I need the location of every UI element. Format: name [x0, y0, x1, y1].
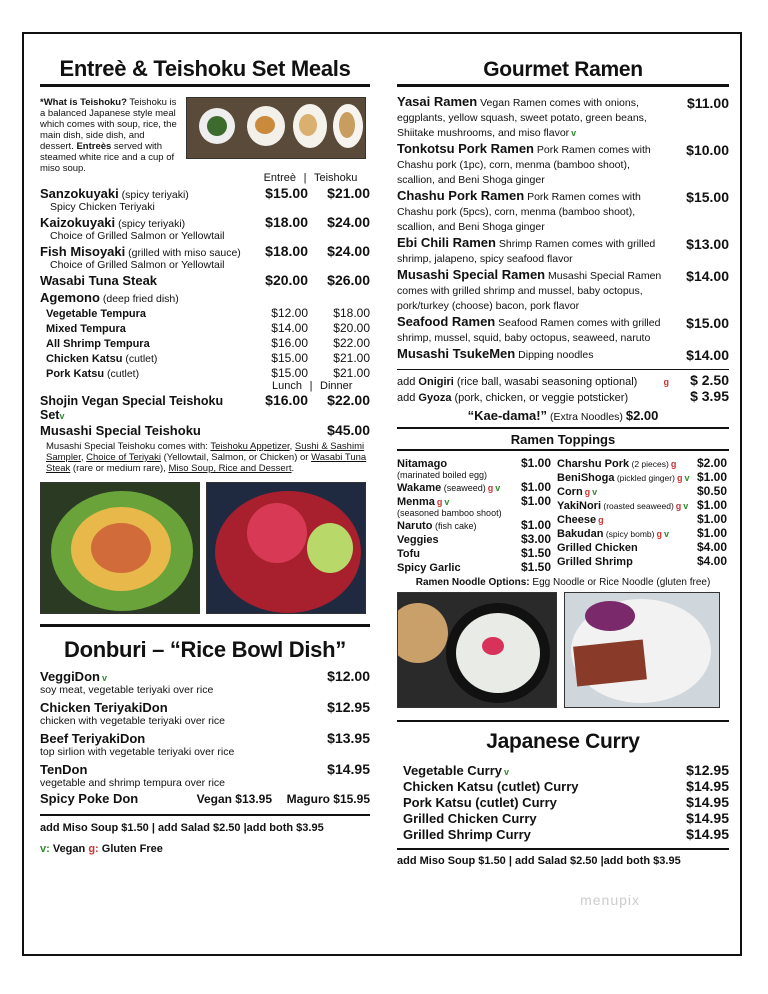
- item-price: $1.50: [520, 546, 551, 560]
- item-note: (spicy teriyaki): [115, 218, 186, 230]
- item-price: $12.95: [686, 762, 729, 778]
- item-price: $1.00: [520, 518, 551, 532]
- item-name: Naruto: [397, 520, 433, 532]
- item-name: Chicken TeriyakiDon: [40, 700, 168, 715]
- entree-price: $16.00: [271, 336, 308, 350]
- curry-item: [403, 762, 729, 778]
- vegan-tag: v: [592, 487, 598, 497]
- vegan-tag: v: [684, 473, 690, 483]
- item-name: YakiNori: [557, 500, 602, 512]
- salad-photo: [40, 482, 200, 614]
- item-name: Seafood Ramen: [397, 314, 496, 329]
- item-description: (marinated boiled egg): [397, 470, 488, 480]
- gluten-free-tag: g: [598, 515, 604, 525]
- item-note: (fish cake): [432, 521, 477, 531]
- gluten-free-tag: g: [436, 497, 443, 507]
- item-price: $14.00: [686, 347, 729, 363]
- topping-item: [557, 498, 727, 512]
- donburi-item: [40, 761, 370, 777]
- teishoku-intro: [40, 97, 370, 174]
- donburi-title: Donburi – “Rice Bowl Dish”: [40, 624, 370, 665]
- item-price: $1.00: [696, 498, 727, 512]
- item-price: $1.00: [696, 512, 727, 526]
- col-entree: Entreè: [263, 172, 296, 184]
- ramen-list: [397, 95, 729, 363]
- item-name: Vegetable Curry: [403, 763, 502, 778]
- item-price: $13.95: [327, 730, 370, 746]
- toppings-left: [397, 456, 557, 574]
- gyoza-row: add Gyoza (pork, chicken, or veggie potsticker) $ 3.95: [397, 388, 729, 404]
- vegan-tag: v: [444, 497, 450, 507]
- item-name: Grilled Chicken Curry: [403, 811, 537, 826]
- curry-item: [403, 810, 729, 826]
- item-price: $10.00: [686, 142, 729, 158]
- ramen-bowl-photo: [397, 592, 557, 708]
- item-name: BeniShoga: [557, 472, 615, 484]
- item-name: Chicken Katsu: [46, 353, 123, 365]
- vegan-tag: v: [663, 529, 669, 539]
- item-price: $0.50: [696, 484, 727, 498]
- curry-item: [403, 794, 729, 810]
- item-note: (cutlet): [104, 368, 140, 380]
- item-name: All Shrimp Tempura: [46, 338, 150, 350]
- item-name: Pork Katsu (cutlet) Curry: [403, 795, 557, 810]
- item-price: $1.00: [696, 470, 727, 484]
- vegan-tag: v: [495, 483, 501, 493]
- katsu-photo: [564, 592, 720, 708]
- entree-item: [40, 214, 370, 230]
- item-description: Pork Ramen comes with Chashu pork (1pc), corn, menma (bamboo shoot), scallion, and Beni Shoga ginger: [397, 144, 651, 186]
- topping-item: [557, 470, 727, 484]
- item-name: Corn: [557, 486, 583, 498]
- entree-title: Entreè & Teishoku Set Meals: [40, 56, 370, 87]
- item-name: Fish Misoyaki: [40, 244, 126, 259]
- entree-price: $14.00: [271, 321, 308, 335]
- vegan-tag: v: [571, 128, 577, 138]
- item-name: Spicy Garlic: [397, 562, 461, 574]
- item-price: $14.95: [686, 794, 729, 810]
- entree-item: [40, 272, 370, 288]
- toppings-right: [557, 456, 727, 574]
- topping-item: [557, 554, 727, 568]
- item-note: (cutlet): [122, 353, 158, 365]
- item-description: Dipping noodles: [515, 349, 594, 361]
- item-price: $1.00: [520, 494, 551, 508]
- onigiri-row: add Onigiri (rice ball, wasabi seasoning optional) g $ 2.50: [397, 372, 729, 388]
- entree-item: [40, 185, 370, 201]
- teishoku-price: $21.00: [327, 185, 370, 201]
- item-name: Grilled Chicken: [557, 542, 638, 554]
- donburi-list: [40, 668, 370, 789]
- topping-item: [557, 526, 727, 540]
- gluten-free-tag: g: [584, 487, 591, 497]
- item-description: Vegan Ramen comes with onions, eggplants, yellow squash, sweet potato, green beans, Shiitake mushrooms, and miso flavor: [397, 97, 647, 139]
- item-name: Chashu Pork Ramen: [397, 188, 525, 203]
- watermark: menupix: [580, 892, 640, 908]
- item-note: (grilled with miso sauce): [125, 247, 241, 259]
- entree-price: $15.00: [265, 185, 308, 201]
- teishoku-price: $24.00: [327, 243, 370, 259]
- topping-item: [397, 494, 551, 508]
- item-note: (roasted seaweed): [601, 501, 674, 511]
- item-name: Tofu: [397, 548, 421, 560]
- item-price: $15.00: [686, 315, 729, 331]
- entree-photos: [40, 482, 370, 618]
- musashi-row: Musashi Special Teishoku $45.00: [40, 422, 370, 438]
- item-price: $1.00: [520, 456, 551, 470]
- ramen-item: [397, 95, 729, 140]
- item-name: Chicken Katsu (cutlet) Curry: [403, 779, 579, 794]
- item-price: $12.00: [327, 668, 370, 684]
- entree-price: $15.00: [271, 351, 308, 365]
- item-price: $3.00: [520, 532, 551, 546]
- item-description: Musashi Special Ramen comes with grilled shrimp and mussel, baby octopus, pork/turkey (choose) bacon, pork flavor: [397, 270, 662, 312]
- ramen-item: [397, 347, 729, 363]
- item-name: TenDon: [40, 762, 88, 777]
- curry-list: [397, 762, 729, 842]
- donburi-addons: add Miso Soup $1.50 | add Salad $2.50 |add both $3.95: [40, 822, 324, 834]
- topping-item: [557, 484, 727, 498]
- item-price: $14.95: [686, 778, 729, 794]
- item-note: (pickled ginger): [614, 473, 675, 483]
- sashimi-photo: [206, 482, 366, 614]
- item-name: Sanzokuyaki: [40, 186, 119, 201]
- item-name: Menma: [397, 496, 435, 508]
- agemono-item: [40, 351, 370, 365]
- entree-price: $15.00: [271, 366, 308, 380]
- item-price: $1.50: [520, 560, 551, 574]
- ramen-item: [397, 268, 729, 313]
- entree-column-headers: Entreè | Teishoku: [40, 172, 370, 184]
- item-price: $14.00: [686, 268, 729, 284]
- teishoku-price: $21.00: [333, 366, 370, 380]
- topping-item: [397, 546, 551, 560]
- ramen-photos: [397, 592, 729, 714]
- item-name: Tonkotsu Pork Ramen: [397, 141, 535, 156]
- agemono-item: [40, 321, 370, 335]
- item-price: $1.00: [520, 480, 551, 494]
- item-price: $14.95: [686, 826, 729, 842]
- entree-price: $18.00: [265, 243, 308, 259]
- item-description: Pork Ramen comes with Chashu pork (5pcs), corn, menma (bamboo shoot), scallion, and Beni Shoga ginger: [397, 191, 641, 233]
- item-price: $15.00: [686, 189, 729, 205]
- topping-item: [557, 540, 727, 554]
- item-description: Choice of Grilled Salmon or Yellowtail: [50, 259, 225, 271]
- entree-list: [40, 185, 370, 288]
- entree-price: $20.00: [265, 272, 308, 288]
- item-name: Charshu Pork: [557, 458, 630, 470]
- left-column: [40, 34, 370, 855]
- curry-item: [403, 826, 729, 842]
- poke-row: Spicy Poke Don Vegan $13.95 Maguro $15.95: [40, 791, 370, 806]
- gluten-free-tag: g: [670, 459, 677, 469]
- topping-item: [557, 512, 727, 526]
- gluten-free-tag: g: [656, 529, 662, 539]
- item-note: (seaweed): [441, 483, 486, 493]
- item-description: vegetable and shrimp tempura over rice: [40, 777, 226, 789]
- item-name: Wakame: [397, 482, 442, 494]
- item-price: $14.95: [686, 810, 729, 826]
- vegan-tag: v: [683, 501, 689, 511]
- topping-item: [397, 532, 551, 546]
- shojin-row: Shojin Vegan Special Teishoku Setv $16.00 $22.00: [40, 392, 370, 422]
- teishoku-price: $22.00: [333, 336, 370, 350]
- ramen-title: Gourmet Ramen: [397, 58, 729, 87]
- musashi-note: Musashi Special Teishoku comes with: Teishoku Appetizer, Sushi & Sashimi Sampler, Choice of Teriyaki (Yellowtail, Salmon, or Chicken) or Wasabi Tuna Steak (rare or medium rare), Miso Soup, Rice and Dessert.: [46, 441, 367, 474]
- teishoku-price: $26.00: [327, 272, 370, 288]
- teishoku-photo: [186, 97, 366, 159]
- agemono-header: Agemono (deep fried dish): [40, 290, 179, 305]
- donburi-item: [40, 699, 370, 715]
- item-description: Seafood Ramen comes with grilled shrimp, mussel, squid, baby octopus, seaweed, naruto: [397, 317, 661, 344]
- agemono-item: [40, 336, 370, 350]
- donburi-item: [40, 668, 370, 684]
- item-description: soy meat, vegetable teriyaki over rice: [40, 684, 214, 696]
- item-price: $1.00: [696, 526, 727, 540]
- item-name: VeggiDon: [40, 669, 100, 684]
- gluten-free-tag: g: [487, 483, 494, 493]
- item-note: (2 pieces): [629, 459, 669, 469]
- item-price: $4.00: [696, 554, 727, 568]
- curry-addons: add Miso Soup $1.50 | add Salad $2.50 |add both $3.95: [397, 855, 681, 867]
- item-name: Bakudan: [557, 528, 604, 540]
- topping-item: [397, 456, 551, 470]
- entree-price: $12.00: [271, 306, 308, 320]
- item-price: $12.95: [327, 699, 370, 715]
- toppings-grid: [397, 456, 729, 574]
- item-price: $13.00: [686, 236, 729, 252]
- item-description: top sirlion with vegetable teriyaki over rice: [40, 746, 235, 758]
- agemono-item: [40, 366, 370, 380]
- lunch-dinner-headers: Lunch | Dinner: [272, 380, 353, 392]
- teishoku-explanation: *What is Teishoku? Teishoku is a balanced Japanese style meal which comes with soup, rice, the main dish, side dish, and dessert. Entreès served with steamed white rice and a cup of miso soup.: [40, 97, 177, 174]
- col-teishoku: Teishoku: [314, 172, 358, 184]
- teishoku-price: $18.00: [333, 306, 370, 320]
- item-name: Nitamago: [397, 458, 448, 470]
- agemono-item: [40, 306, 370, 320]
- topping-item: [397, 518, 551, 532]
- item-name: Vegetable Tempura: [46, 308, 147, 320]
- item-note: (spicy teriyaki): [118, 189, 189, 201]
- item-price: $14.95: [327, 761, 370, 777]
- item-name: Musashi Special Ramen: [397, 267, 546, 282]
- item-name: Mixed Tempura: [46, 323, 126, 335]
- item-price: $4.00: [696, 540, 727, 554]
- item-name: Yasai Ramen: [397, 94, 478, 109]
- entree-item: [40, 243, 370, 259]
- item-name: Grilled Shrimp: [557, 556, 633, 568]
- entree-price: $18.00: [265, 214, 308, 230]
- menu-frame: [22, 32, 742, 956]
- toppings-title: Ramen Toppings: [397, 427, 729, 451]
- item-description: Shrimp Ramen comes with grilled shrimp, jalapeno, spicy seafood flavor: [397, 238, 656, 265]
- ramen-item: [397, 142, 729, 187]
- item-name: Veggies: [397, 534, 439, 546]
- curry-title: Japanese Curry: [397, 720, 729, 756]
- item-price: $2.00: [696, 456, 727, 470]
- curry-item: [403, 778, 729, 794]
- teishoku-price: $20.00: [333, 321, 370, 335]
- kaedama-row: “Kae-dama!” (Extra Noodles) $2.00: [467, 408, 659, 423]
- item-name: Ebi Chili Ramen: [397, 235, 496, 250]
- item-price: $11.00: [686, 95, 729, 111]
- item-description: (seasoned bamboo shoot): [397, 508, 502, 518]
- item-name: Beef TeriyakiDon: [40, 731, 146, 746]
- item-name: Kaizokuyaki: [40, 215, 116, 230]
- topping-item: [397, 480, 551, 494]
- ramen-item: [397, 189, 729, 234]
- item-name: Cheese: [557, 514, 597, 526]
- item-description: Choice of Grilled Salmon or Yellowtail: [50, 230, 225, 242]
- item-name: Musashi TsukeMen: [397, 346, 516, 361]
- noodle-options: Ramen Noodle Options: Egg Noodle or Rice Noodle (gluten free): [415, 577, 711, 588]
- topping-item: [557, 456, 727, 470]
- item-name: Pork Katsu: [46, 368, 105, 380]
- vegan-tag: v: [101, 673, 107, 683]
- agemono-list: [40, 306, 370, 380]
- vegan-tag: v: [504, 767, 510, 777]
- teishoku-price: $21.00: [333, 351, 370, 365]
- gluten-free-tag: g: [676, 473, 683, 483]
- right-column: [397, 34, 729, 867]
- ramen-item: [397, 236, 729, 266]
- item-description: Spicy Chicken Teriyaki: [50, 201, 155, 213]
- item-note: (spicy bomb): [603, 529, 655, 539]
- diet-legend: v: Vegan g: Gluten Free: [40, 843, 163, 855]
- donburi-item: [40, 730, 370, 746]
- topping-item: [397, 560, 551, 574]
- ramen-item: [397, 315, 729, 345]
- teishoku-price: $24.00: [327, 214, 370, 230]
- gluten-free-tag: g: [675, 501, 682, 511]
- item-name: Wasabi Tuna Steak: [40, 273, 158, 288]
- item-description: chicken with vegetable teriyaki over rice: [40, 715, 226, 727]
- item-name: Grilled Shrimp Curry: [403, 827, 531, 842]
